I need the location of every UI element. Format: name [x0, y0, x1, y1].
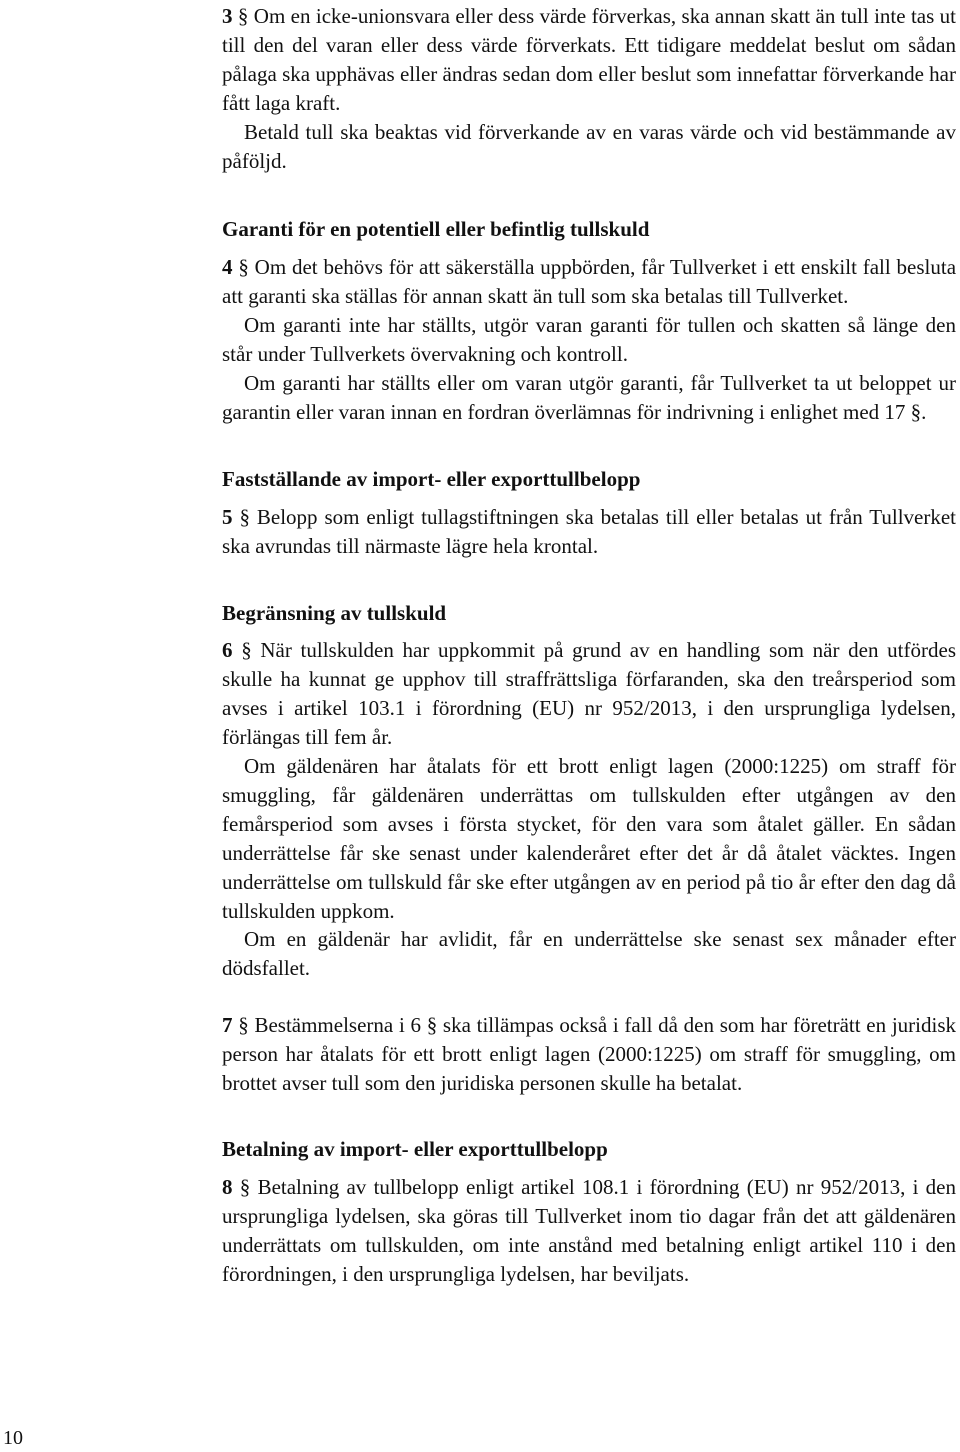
- section-6-paragraph-1: [222, 636, 956, 752]
- section-number: 5: [222, 504, 233, 529]
- paragraph-text: Om gäldenären har åtalats för ett brott enligt lagen (2000:1225) om straff för smuggling, får gäldenären underrättas om tullskulden efter utgången av den femårsperiod som avses i första stycket, för den vara som åtalet gäller. En sådan underrättelse får ske senast under kalenderåret efter det år då åtalet väcktes. Ingen underrättelse om tullskuld får ske efter utgången av en period på tio år efter den dag då tullskulden uppkom.: [222, 754, 956, 923]
- paragraph-text: Betald tull ska beaktas vid förverkande av en varas värde och vid bestämmande av påföljd.: [222, 119, 956, 173]
- section-mark: §: [239, 504, 250, 529]
- section-mark: §: [238, 255, 249, 280]
- section-5-paragraph-1: [222, 503, 956, 561]
- section-6-paragraph-2: [222, 752, 956, 925]
- section-4-paragraph-1: [222, 253, 956, 311]
- page-number: 10: [3, 1427, 23, 1449]
- heading-betalning: Betalning av import- eller exporttullbelopp: [222, 1137, 608, 1161]
- section-number: 3: [222, 4, 233, 28]
- heading-faststallande: Fastställande av import- eller exporttullbelopp: [222, 466, 641, 491]
- paragraph-text: Om garanti har ställts eller om varan utgör garanti, får Tullverket ta ut beloppet ur garantin eller varan innan en fordran överlämnas för indrivning i enlighet med 17 §.: [222, 370, 956, 424]
- paragraph-text: Belopp som enligt tullagstiftningen ska betalas till eller betalas ut från Tullverket ska avrundas till närmaste lägre hela krontal.: [222, 504, 957, 558]
- section-8-paragraph-1: [222, 1173, 956, 1289]
- section-mark: §: [239, 1174, 251, 1199]
- paragraph-text: Betalning av tullbelopp enligt artikel 108.1 i förordning (EU) nr 952/2013, i den ursprungliga lydelsen, ska göras till Tullverket inom tio dagar från det att gäldenären underrättats om tullskulden, om inte anstånd med betalning enligt artikel 110 i den förordningen, i den ursprungliga lydelsen, har beviljats.: [222, 1174, 957, 1286]
- section-number: 7: [222, 1013, 233, 1038]
- section-3-paragraph-1: [222, 2, 956, 118]
- paragraph-text: Om en gäldenär har avlidit, får en underrättelse ske senast sex månader efter dödsfallet.: [222, 927, 956, 981]
- section-mark: §: [237, 4, 249, 28]
- heading-garanti: Garanti för en potentiell eller befintlig tullskuld: [222, 217, 650, 242]
- section-number: 4: [222, 255, 233, 280]
- heading-begransning: Begränsning av tullskuld: [222, 600, 447, 625]
- section-7-paragraph-1: [222, 1011, 956, 1098]
- section-4-paragraph-3: [222, 369, 956, 427]
- section-mark: §: [238, 1013, 249, 1038]
- section-6-paragraph-3: [222, 925, 956, 983]
- paragraph-text: Om en icke-unionsvara eller dess värde förverkas, ska annan skatt än tull inte tas ut till den del varan eller dess värde förverkats. Ett tidigare meddelat beslut om sådan pålaga ska upphävas eller ändras sedan dom eller beslut som innefattar förverkande har fått laga kraft.: [222, 4, 957, 115]
- section-4-paragraph-2: [222, 311, 956, 369]
- paragraph-text: När tullskulden har uppkommit på grund av en handling som när den utfördes skulle ha kunnat ge upphov till straffrättsliga förfaranden, ska den treårsperiod som avses i artikel 103.1 i förordning (EU) nr 952/2013, i den ursprungliga lydelsen, förlängas till fem år.: [222, 638, 956, 750]
- section-mark: §: [241, 638, 252, 663]
- section-number: 8: [222, 1174, 233, 1199]
- paragraph-text: Om garanti inte har ställts, utgör varan garanti för tullen och skatten så länge den står under Tullverkets övervakning och kontroll.: [222, 313, 956, 367]
- section-number: 6: [222, 638, 233, 663]
- section-3-paragraph-2: [222, 118, 956, 176]
- document-body: [222, 0, 956, 1289]
- paragraph-text: Bestämmelserna i 6 § ska tillämpas också i fall då den som har företrätt en juridisk person har åtalats för ett brott enligt lagen (2000:1225) om straff för smuggling, om brottet avser tull som den juridiska personen skulle ha betalat.: [222, 1013, 956, 1096]
- paragraph-text: Om det behövs för att säkerställa uppbörden, får Tullverket i ett enskilt fall besluta att garanti ska ställas för annan skatt än tull som ska betalas till Tullverket.: [222, 255, 957, 309]
